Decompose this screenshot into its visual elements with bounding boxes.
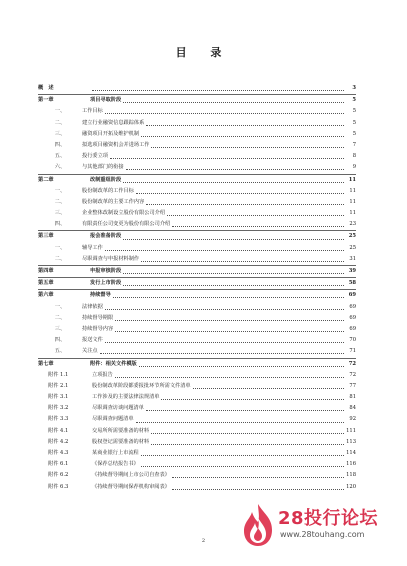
toc-entry-row[interactable] bbox=[38, 448, 356, 459]
toc-entry-title: 某商业银行上市流程 bbox=[92, 450, 139, 456]
toc-entry-page: 71 bbox=[349, 348, 356, 355]
toc-entry-row[interactable] bbox=[38, 186, 356, 197]
toc-entry-row[interactable] bbox=[38, 219, 356, 230]
dot-leader bbox=[115, 377, 344, 378]
toc-entry-number: 四、 bbox=[54, 141, 66, 148]
toc-entry-page: 111 bbox=[346, 427, 356, 434]
toc-entry-title: 申报审核阶段 bbox=[90, 268, 122, 274]
toc-entry-page: 25 bbox=[349, 244, 356, 251]
toc-entry-title: 建立行业融资信息跟踪体系 bbox=[82, 119, 145, 126]
toc-entry-row[interactable] bbox=[38, 243, 356, 254]
dot-leader bbox=[100, 353, 344, 354]
toc-entry-page: 11 bbox=[349, 187, 356, 194]
toc-entry-row[interactable] bbox=[38, 302, 356, 313]
toc-entry-page: 9 bbox=[352, 164, 356, 171]
toc-entry-title: 附件：相关文件模版 bbox=[90, 360, 137, 367]
toc-entry-number: 三、 bbox=[54, 325, 66, 332]
toc-entry-row[interactable] bbox=[38, 140, 356, 151]
dot-leader bbox=[167, 215, 344, 216]
toc-entry-title: 工作目标 bbox=[82, 108, 103, 115]
toc-entry-title: 法律依据 bbox=[82, 303, 103, 310]
flame-icon bbox=[238, 502, 278, 548]
toc-entry-row[interactable] bbox=[38, 106, 356, 117]
toc-entry-page: 11 bbox=[349, 210, 356, 217]
toc-entry-title: 持续督导 bbox=[90, 292, 111, 299]
toc-entry-row[interactable] bbox=[38, 324, 356, 335]
toc-entry-number: 一、 bbox=[54, 244, 66, 251]
toc-entry-number: 第二章 bbox=[38, 176, 54, 183]
toc-entry-number: 第四章 bbox=[38, 268, 54, 274]
dot-leader bbox=[123, 273, 344, 274]
dot-leader bbox=[151, 444, 344, 445]
toc-entry-number: 四、 bbox=[54, 337, 66, 344]
dot-leader bbox=[136, 193, 344, 194]
toc-entry-title: 交易所所需要准备的材料 bbox=[92, 427, 150, 434]
toc-entry-title: 尽职调查访谈问题清单 bbox=[92, 405, 144, 412]
toc-entry-page: 70 bbox=[349, 337, 356, 344]
toc-chapter-row[interactable] bbox=[38, 94, 356, 106]
toc-entry-row[interactable] bbox=[38, 437, 356, 448]
dot-leader bbox=[161, 399, 344, 400]
toc-entry-row[interactable] bbox=[38, 335, 356, 346]
toc-entry-number: 二、 bbox=[54, 198, 66, 205]
toc-entry-number: 一、 bbox=[54, 303, 66, 310]
toc-entry-page: 5 bbox=[352, 108, 356, 115]
toc-entry-number: 第一章 bbox=[38, 97, 54, 104]
toc-entry-number: 三、 bbox=[54, 210, 66, 217]
dot-leader bbox=[139, 366, 344, 367]
toc-entry-title: 尽职调查与申报材料制作 bbox=[82, 255, 140, 262]
toc-entry-number: 附件 3.2 bbox=[48, 405, 69, 412]
toc-chapter-row[interactable] bbox=[38, 277, 356, 289]
dot-leader bbox=[123, 239, 344, 240]
toc-entry-title: 项目寻取阶段 bbox=[90, 97, 122, 104]
dot-leader bbox=[193, 388, 344, 389]
toc-entry-title: 报会准备阶段 bbox=[90, 233, 122, 240]
dot-leader bbox=[105, 250, 344, 251]
toc-entry-page: 72 bbox=[348, 360, 356, 367]
toc-entry-number: 二、 bbox=[54, 314, 66, 321]
toc-entry-page: 58 bbox=[348, 280, 356, 287]
toc-entry-page: 7 bbox=[352, 141, 356, 148]
toc-entry-title: 辅导工作 bbox=[82, 244, 103, 251]
toc-entry-row[interactable] bbox=[38, 129, 356, 140]
dot-leader bbox=[141, 466, 344, 467]
toc-entry-title: 《持续督导期间保荐机构审阅表》 bbox=[92, 483, 170, 490]
dot-leader bbox=[105, 342, 344, 343]
toc-chapter-row[interactable] bbox=[38, 230, 356, 242]
toc-entry-number: 一、 bbox=[54, 187, 66, 194]
toc-entry-page: 8 bbox=[352, 153, 356, 160]
toc-entry-row[interactable] bbox=[38, 459, 356, 470]
toc-entry-number: 附件 6.3 bbox=[48, 483, 69, 490]
toc-entry-row[interactable] bbox=[38, 197, 356, 208]
toc-entry-number: 五、 bbox=[54, 153, 66, 160]
toc-entry-page: 69 bbox=[348, 292, 356, 299]
toc-entry-page: 116 bbox=[346, 461, 356, 468]
dot-leader bbox=[110, 158, 344, 159]
toc-entry-number: 附件 6.2 bbox=[48, 472, 69, 479]
table-of-contents bbox=[38, 83, 356, 493]
watermark-title: 28投行论坛 bbox=[278, 508, 379, 529]
toc-entry-number: 第三章 bbox=[38, 233, 54, 240]
toc-entry-page: 11 bbox=[349, 198, 356, 205]
toc-entry-page: 23 bbox=[349, 221, 356, 228]
toc-entry-page: 11 bbox=[348, 176, 356, 183]
dot-leader bbox=[105, 113, 344, 114]
dot-leader bbox=[146, 410, 344, 411]
dot-leader bbox=[123, 182, 344, 183]
toc-entry-number: 第五章 bbox=[38, 280, 54, 287]
dot-leader bbox=[172, 226, 344, 227]
toc-entry-title: 报送文件 bbox=[82, 337, 103, 344]
toc-entry-row[interactable] bbox=[38, 162, 356, 173]
toc-entry-number: 三、 bbox=[54, 130, 66, 137]
toc-entry-title: 有限责任公司变更为股份有限公司介绍 bbox=[82, 221, 171, 228]
toc-entry-title: 立项报告 bbox=[92, 371, 113, 378]
dot-leader bbox=[172, 489, 344, 490]
dot-leader bbox=[126, 169, 344, 170]
toc-entry-page: 3 bbox=[352, 85, 356, 91]
toc-entry-number: 二、 bbox=[54, 255, 66, 262]
toc-entry-page: 69 bbox=[349, 314, 356, 321]
toc-entry-number: 第七章 bbox=[38, 360, 54, 367]
toc-entry-row[interactable] bbox=[38, 414, 356, 425]
dot-leader bbox=[105, 309, 344, 310]
toc-entry-page: 39 bbox=[348, 268, 356, 274]
toc-entry-title: 改制重组阶段 bbox=[90, 176, 122, 183]
toc-entry-row[interactable] bbox=[38, 392, 356, 403]
toc-entry-title: 《保荐总结报告书》 bbox=[92, 461, 139, 468]
page-title: 目 录 bbox=[175, 46, 232, 59]
toc-entry-number: 概 述 bbox=[38, 85, 54, 91]
toc-entry-number: 二、 bbox=[54, 119, 66, 126]
dot-leader bbox=[151, 147, 344, 148]
toc-entry-number: 附件 1.1 bbox=[48, 371, 69, 378]
toc-entry-page: 69 bbox=[349, 325, 356, 332]
toc-entry-number: 六、 bbox=[54, 164, 66, 171]
toc-entry-title: 尽职调查问题清单 bbox=[92, 416, 134, 423]
dot-leader bbox=[146, 204, 344, 205]
dot-leader bbox=[115, 320, 344, 321]
toc-entry-title: 拟选项目融资机会并进场工作 bbox=[82, 141, 150, 148]
toc-entry-title: 工作涉及的主要法律法规清单 bbox=[92, 394, 160, 401]
toc-entry-page: 92 bbox=[349, 416, 356, 423]
dot-leader bbox=[146, 125, 344, 126]
toc-entry-page: 72 bbox=[349, 371, 356, 378]
dot-leader bbox=[141, 261, 344, 262]
toc-entry-number: 五、 bbox=[54, 348, 66, 355]
toc-entry-page: 118 bbox=[346, 472, 356, 479]
dot-leader bbox=[113, 297, 344, 298]
dot-leader bbox=[123, 102, 344, 103]
toc-entry-title: 股权登记需要准备的材料 bbox=[92, 438, 150, 445]
toc-entry-row[interactable] bbox=[38, 426, 356, 437]
dot-leader bbox=[115, 331, 344, 332]
dot-leader bbox=[141, 136, 344, 137]
toc-chapter-row[interactable] bbox=[38, 289, 356, 301]
toc-entry-title: 融资项目开拓及维护机制 bbox=[82, 130, 140, 137]
toc-entry-row[interactable] bbox=[38, 208, 356, 219]
toc-entry-title: 持续督导期限 bbox=[82, 314, 114, 321]
toc-entry-number: 附件 4.1 bbox=[48, 427, 69, 434]
toc-entry-title: 企业整体改制设立股份有限公司介绍 bbox=[82, 210, 166, 217]
toc-entry-number: 附件 4.3 bbox=[48, 450, 69, 456]
toc-entry-row[interactable] bbox=[38, 313, 356, 324]
toc-entry-title: 股份制改革的主要工作内容 bbox=[82, 198, 145, 205]
toc-entry-title: 持续督导内容 bbox=[82, 325, 114, 332]
toc-entry-title: 《持续督导期间上市公司自查表》 bbox=[92, 472, 170, 479]
toc-entry-number: 附件 4.2 bbox=[48, 438, 69, 445]
toc-entry-row[interactable] bbox=[38, 403, 356, 414]
toc-entry-row[interactable] bbox=[38, 370, 356, 381]
toc-entry-number: 第六章 bbox=[38, 292, 54, 299]
toc-entry-number: 附件 6.1 bbox=[48, 461, 69, 468]
toc-entry-number: 四、 bbox=[54, 221, 66, 228]
dot-leader bbox=[92, 90, 344, 91]
toc-entry-row[interactable] bbox=[38, 346, 356, 357]
toc-entry-title: 发行上市阶段 bbox=[90, 280, 122, 287]
toc-chapter-row[interactable] bbox=[38, 174, 356, 186]
page-number: 2 bbox=[201, 538, 206, 544]
toc-entry-page: 113 bbox=[346, 438, 356, 445]
toc-entry-page: 25 bbox=[348, 233, 356, 240]
toc-entry-page: 114 bbox=[346, 450, 356, 456]
dot-leader bbox=[123, 285, 344, 286]
watermark bbox=[238, 500, 398, 550]
toc-entry-page: 31 bbox=[349, 255, 356, 262]
dot-leader bbox=[151, 433, 344, 434]
toc-entry-page: 5 bbox=[352, 97, 356, 104]
dot-leader bbox=[136, 422, 344, 423]
toc-entry-page: 81 bbox=[349, 394, 356, 401]
toc-entry-number: 一、 bbox=[54, 108, 66, 115]
toc-entry-page: 84 bbox=[349, 405, 356, 412]
toc-entry-row[interactable] bbox=[38, 151, 356, 162]
toc-chapter-row[interactable] bbox=[38, 83, 356, 94]
toc-entry-number: 附件 3.3 bbox=[48, 416, 69, 423]
toc-entry-title: 关注点 bbox=[82, 348, 98, 355]
toc-entry-title: 股份制改革的工作目标 bbox=[82, 187, 134, 194]
dot-leader bbox=[141, 455, 344, 456]
toc-entry-page: 5 bbox=[352, 130, 356, 137]
toc-entry-title: 投行委立项 bbox=[82, 153, 108, 160]
toc-entry-row[interactable] bbox=[38, 470, 356, 481]
toc-entry-title: 与其他部门的衔接 bbox=[82, 164, 124, 171]
toc-entry-number: 附件 3.1 bbox=[48, 394, 69, 401]
toc-entry-row[interactable] bbox=[38, 381, 356, 392]
toc-entry-title: 股份制改革阶段都委报批环节所需文件清单 bbox=[92, 382, 191, 389]
toc-entry-row[interactable] bbox=[38, 482, 356, 493]
toc-entry-row[interactable] bbox=[38, 118, 356, 129]
toc-entry-page: 5 bbox=[352, 119, 356, 126]
toc-entry-page: 120 bbox=[346, 483, 356, 490]
toc-chapter-row[interactable] bbox=[38, 358, 356, 370]
toc-entry-row[interactable] bbox=[38, 254, 356, 265]
toc-entry-page: 77 bbox=[349, 382, 356, 389]
toc-entry-page: 69 bbox=[349, 303, 356, 310]
toc-chapter-row[interactable] bbox=[38, 265, 356, 277]
toc-entry-number: 附件 2.1 bbox=[48, 382, 69, 389]
watermark-url: www.28touhang.com bbox=[280, 530, 365, 539]
dot-leader bbox=[172, 477, 344, 478]
